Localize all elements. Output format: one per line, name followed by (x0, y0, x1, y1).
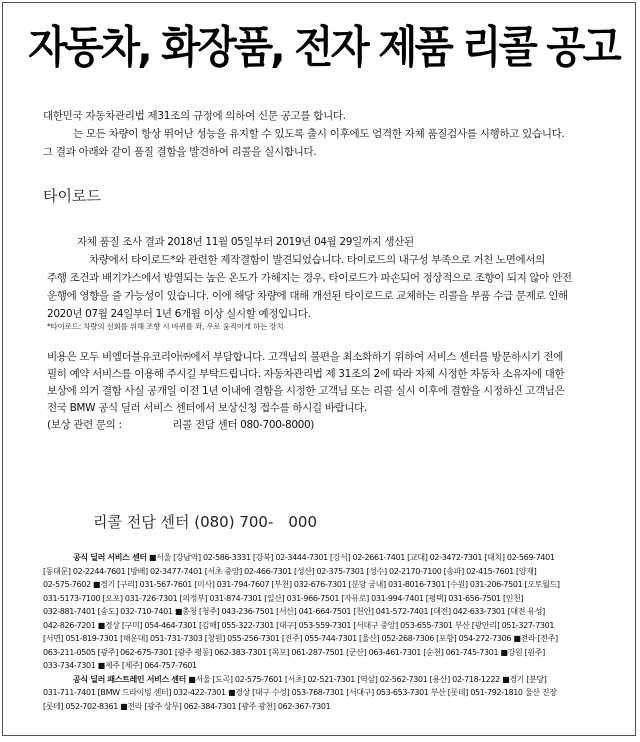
dealer-label: 공식 딜러 패스트레인 서비스 센터 (73, 674, 187, 684)
compensation-line: 전국 BMW 공식 딜러 서비스 센터에서 보상신청 접수를 하시길 바랍니다. (47, 402, 367, 414)
compensation-paragraph (47, 349, 607, 434)
dealer-line: [동대문] 02-2244-7601 [방배] 02-3477-7401 [서초 중앙] 02-466-7301 [성산] 02-375-7301 [성수] 02-2170-7100 [송파] 02-415-7601 [양재] (43, 566, 537, 576)
intro-line: 그 결과 아래와 같이 품질 결함을 발견하여 리콜을 실시합니다. (43, 146, 317, 158)
dealer-line (43, 673, 619, 687)
compensation-line: (보상 관련 문의 : 리콜 전담 센터 080-700-8000) (47, 419, 315, 431)
compensation-line: 보상에 의거 결함 사실 공개일 이전 1년 이내에 결함을 시정한 고객님 또는 리콜 실시 이후에 결함을 시정하신 고객님은 (47, 385, 565, 397)
compensation-line: 필히 예약 서비스를 이용해 주시길 부탁드립니다. 자동차관리법 제 31조의 2에 따라 자체 시정한 자동차 소유자에 대한 (47, 368, 565, 380)
defect-line: 주행 조건과 배기가스에서 방열되는 높은 온도가 가해지는 경우, 타이로드가 파손되어 정상적으로 조향이 되지 않아 안전 (47, 272, 572, 284)
dealer-line: [서면] 051-819-7301 [해운대] 051-731-7303 [창원] 055-256-7301 [진주] 055-744-7301 [울산] 052-268-7306 [포항] 054-272-7306 ■전라 [전주] (43, 634, 558, 643)
recall-center-phone: 리콜 전담 센터 (080) 700- 000 (93, 513, 318, 531)
dealer-text: ■서울 [도곡] 02-575-7601 [서초] 02-521-7301 [역삼] 02-562-7301 [용산] 02-718-1222 ■경기 [분당] (188, 674, 547, 684)
dealer-line: 033-734-7301 ■제주 [제주] 064-757-7601 (43, 661, 197, 670)
defect-description (47, 233, 607, 323)
recall-notice-page (2, 2, 636, 736)
defect-line: 자체 품질 조사 결과 2018년 11월 05일부터 2019년 04월 29일까지 생산된 (77, 236, 414, 248)
intro-line: 대한민국 자동차관리법 제31조의 규정에 의하여 신문 공고를 합니다. (43, 110, 346, 122)
dealer-list (43, 551, 619, 713)
defect-line: 2020년 07월 24일부터 1년 6개월 이상 실시할 예정입니다. (47, 308, 311, 320)
dealer-text: ■서울 [강남역] 02-586-3331 [강북] 02-3444-7301 [강서] 02-2661-7401 [교대] 02-3472-7301 [대치] 02-569-7401 (148, 553, 555, 562)
compensation-line: 비용은 모두 비엠더블유코리아㈜에서 부담합니다. 고객님의 불편을 최소화하기 위하여 서비스 센터를 방문하시기 전에 (47, 351, 564, 363)
footnote: *타이로드: 차량의 선회를 위해 조향 시 바퀴를 좌, 우로 움직이게 하는 장치 (47, 322, 284, 331)
intro-paragraph (43, 107, 623, 161)
dealer-line: [롯데] 052-702-8361 ■전라 [광주 상무] 062-384-7301 [광주 광천] 062-367-7301 (43, 701, 331, 711)
defect-line: 운행에 영향을 줄 가능성이 있습니다. 이에 해당 차량에 대해 개선된 타이로드로 교체하는 리콜을 부품 수급 문제로 인해 (47, 290, 568, 302)
dealer-line: 063-211-0505 [광주] 062-675-7301 [광주 평동] 062-383-7301 [목포] 061-287-7501 [군산] 063-461-7301 [순천] 061-745-7301 ■강원 [원주] (43, 647, 545, 657)
intro-line: 는 모든 차량이 항상 뛰어난 성능을 유지할 수 있도록 출시 이후에도 엄격한 자체 품질검사를 시행하고 있습니다. (73, 128, 565, 140)
headline: 자동차, 화장품, 전자 제품 리콜 공고 (28, 22, 619, 73)
dealer-line: 02-575-7602 ■경기 [구리] 031-567-7601 [미사] 031-794-7607 [부천] 032-676-7301 [분당 궁내] 031-8016-7301 [수원] 031-206-7501 [오토월드] (43, 580, 560, 589)
defect-line: 차량에서 타이로드*와 관련한 제작결함이 발견되었습니다. 타이로드의 내구성 부족으로 거친 노면에서의 (89, 254, 545, 266)
section-title: 타이로드 (43, 187, 101, 205)
dealer-line: 032-881-7401 [송도] 032-710-7401 ■충청 [청주] 043-236-7501 [서산] 041-664-7501 [천안] 041-572-7401 [대전] 042-633-7301 [대전 유성] (43, 607, 545, 616)
dealer-line: 031-711-7401 [BMW 드라이빙 센터] 032-422-7301 ■경상 [대구 수성] 053-768-7301 [서대구] 053-653-7301 부산 [롯데] 051-792-1810 울산 진장 (43, 688, 557, 697)
dealer-line (43, 551, 619, 565)
dealer-label: 공식 딜러 서비스 센터 (73, 553, 147, 562)
dealer-line: 031-5173-7100 [오포] 031-726-7301 [의정부] 031-874-7301 [일산] 031-966-7501 [자유로] 031-994-7401 [평택] 031-656-7501 [인천] (43, 593, 524, 603)
dealer-line: 042-826-7201 ■경상 [구미] 054-464-7301 [김해] 055-322-7301 [대구] 053-559-7301 [서대구 중앙] 053-655-7301 부산 [광안리] 051-327-7301 (43, 620, 555, 630)
